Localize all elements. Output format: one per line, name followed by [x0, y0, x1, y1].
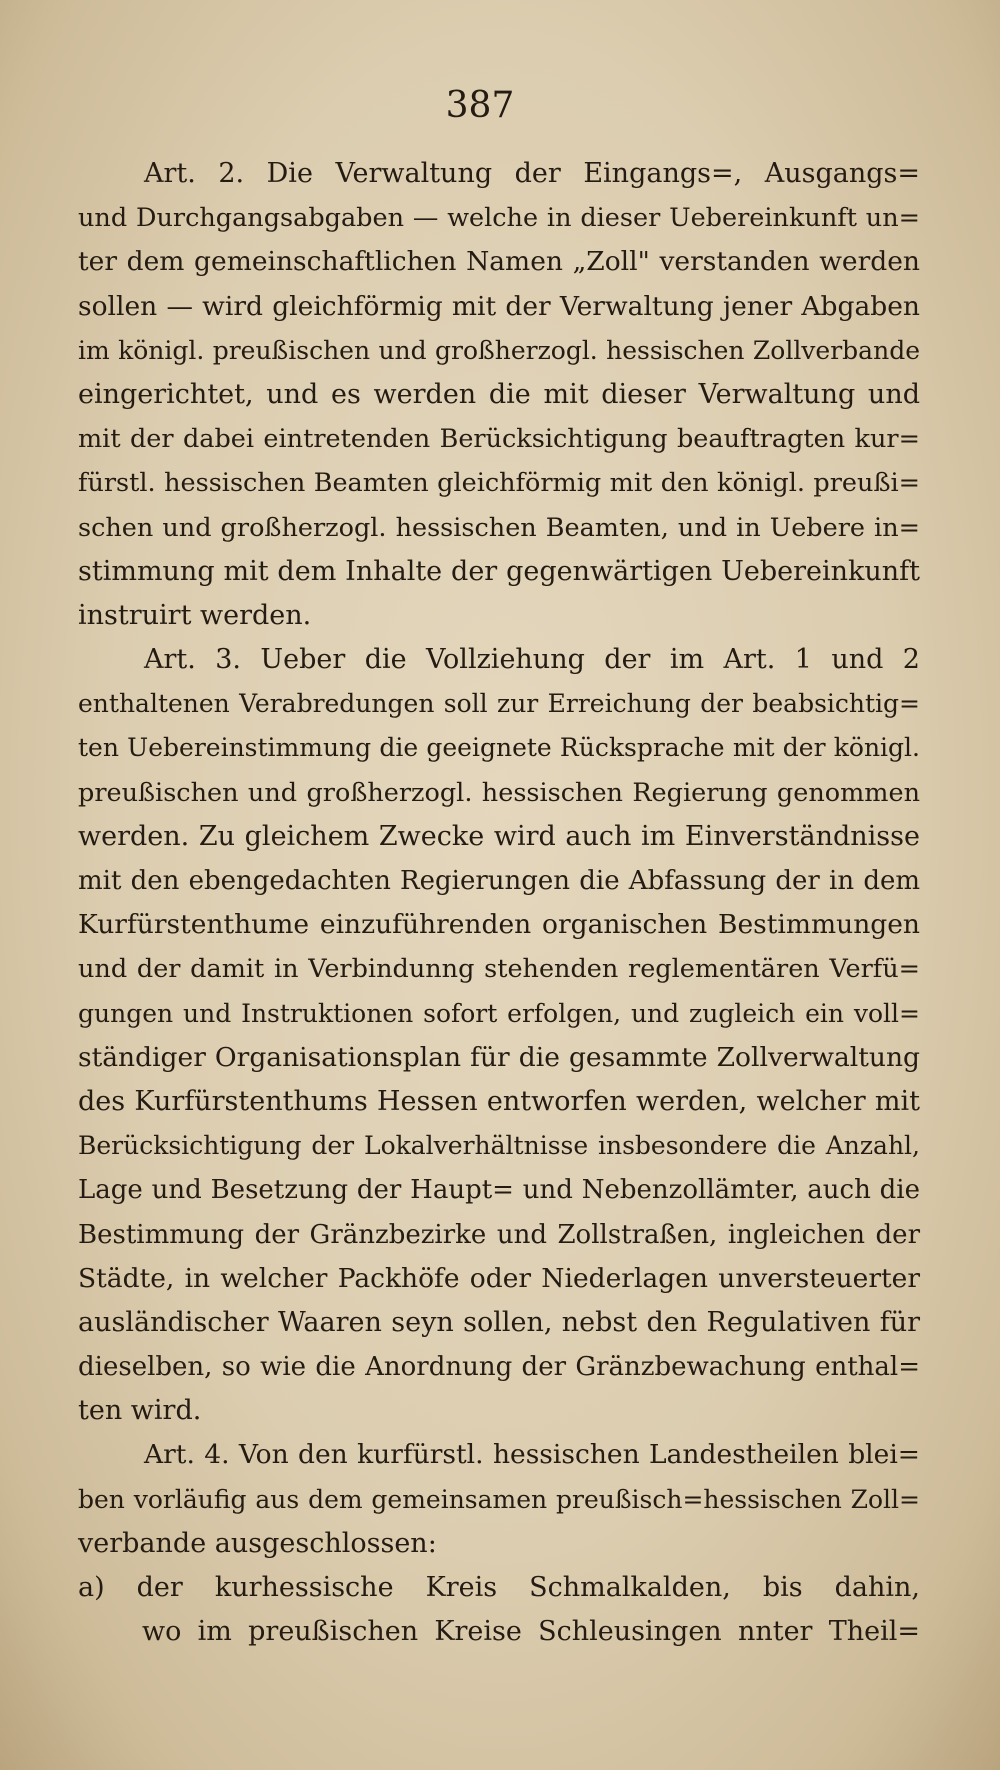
text-line: ständiger Organisationsplan für die gesammte Zollverwaltung — [78, 1041, 920, 1073]
text-line: sollen — wird gleichförmig mit der Verwaltung jener Abgaben — [78, 290, 920, 322]
text-line: schen und großherzogl. hessischen Beamten, und in Uebere in= — [78, 512, 920, 543]
text-line: im königl. preußischen und großherzogl. hessischen Zollverbande — [78, 335, 920, 365]
body-text — [78, 152, 920, 1654]
text-line: mit den ebengedachten Regierungen die Abfassung der in dem — [78, 866, 920, 896]
text-line: ausländischer Waaren seyn sollen, nebst den Regulativen für — [78, 1306, 920, 1338]
text-line: preußischen und großherzogl. hessischen Regierung genommen — [78, 777, 920, 808]
text-line: ben vorläufig aus dem gemeinsamen preußisch=hessischen Zoll= — [78, 1484, 920, 1514]
page-number: 387 — [445, 85, 515, 126]
text-line: stimmung mit dem Inhalte der gegenwärtigen Uebereinkunft — [78, 555, 920, 587]
text-line: und Durchgangsabgaben — welche in dieser Uebereinkunft un= — [78, 203, 920, 234]
text-line: enthaltenen Verabredungen soll zur Erreichung der beabsichtig= — [78, 689, 920, 719]
text-line: ter dem gemeinschaftlichen Namen „Zoll" verstanden werden — [78, 246, 920, 278]
text-line: verbande ausgeschlossen: — [78, 1527, 437, 1559]
text-line: fürstl. hessischen Beamten gleichförmig mit den königl. preußi= — [78, 468, 920, 499]
text-line: werden. Zu gleichem Zwecke wird auch im Einverständnisse — [78, 820, 920, 852]
text-line: Lage und Besetzung der Haupt= und Nebenzollämter, auch die — [78, 1175, 920, 1206]
list-item-line: a) der kurhessische Kreis Schmalkalden, bis dahin, — [78, 1572, 920, 1603]
text-line: mit der dabei eintretenden Berücksichtigung beauftragten kur= — [78, 424, 920, 455]
text-line: Berücksichtigung der Lokalverhältnisse insbesondere die Anzahl, — [78, 1131, 920, 1161]
text-line: Art. 4. Von den kurfürstl. hessischen Landestheilen blei= — [144, 1439, 920, 1471]
text-line: des Kurfürstenthums Hessen entworfen werden, welcher mit — [78, 1085, 920, 1117]
list-item-line: wo im preußischen Kreise Schleusingen nnter Theil= — [142, 1616, 920, 1648]
text-line: ten wird. — [78, 1395, 202, 1427]
text-line: eingerichtet, und es werden die mit dieser Verwaltung und — [78, 378, 920, 410]
text-line: gungen und Instruktionen sofort erfolgen, und zugleich ein voll= — [78, 998, 920, 1028]
text-line: instruirt werden. — [78, 599, 312, 631]
text-line: Kurfürstenthume einzuführenden organischen Bestimmungen — [78, 909, 920, 941]
text-line: Bestimmung der Gränzbezirke und Zollstraßen, ingleichen der — [78, 1219, 920, 1250]
text-line: dieselben, so wie die Anordnung der Gränzbewachung enthal= — [78, 1352, 920, 1383]
text-line: Art. 2. Die Verwaltung der Eingangs=, Ausgangs= — [144, 158, 920, 189]
text-line: Art. 3. Ueber die Vollziehung der im Art. 1 und 2 — [144, 644, 920, 676]
text-line: Städte, in welcher Packhöfe oder Niederlagen unversteuerter — [78, 1262, 920, 1294]
text-line: ten Uebereinstimmung die geeignete Rücksprache mit der königl. — [78, 733, 920, 763]
text-line: und der damit in Verbindunng stehenden reglementären Verfü= — [78, 954, 920, 985]
